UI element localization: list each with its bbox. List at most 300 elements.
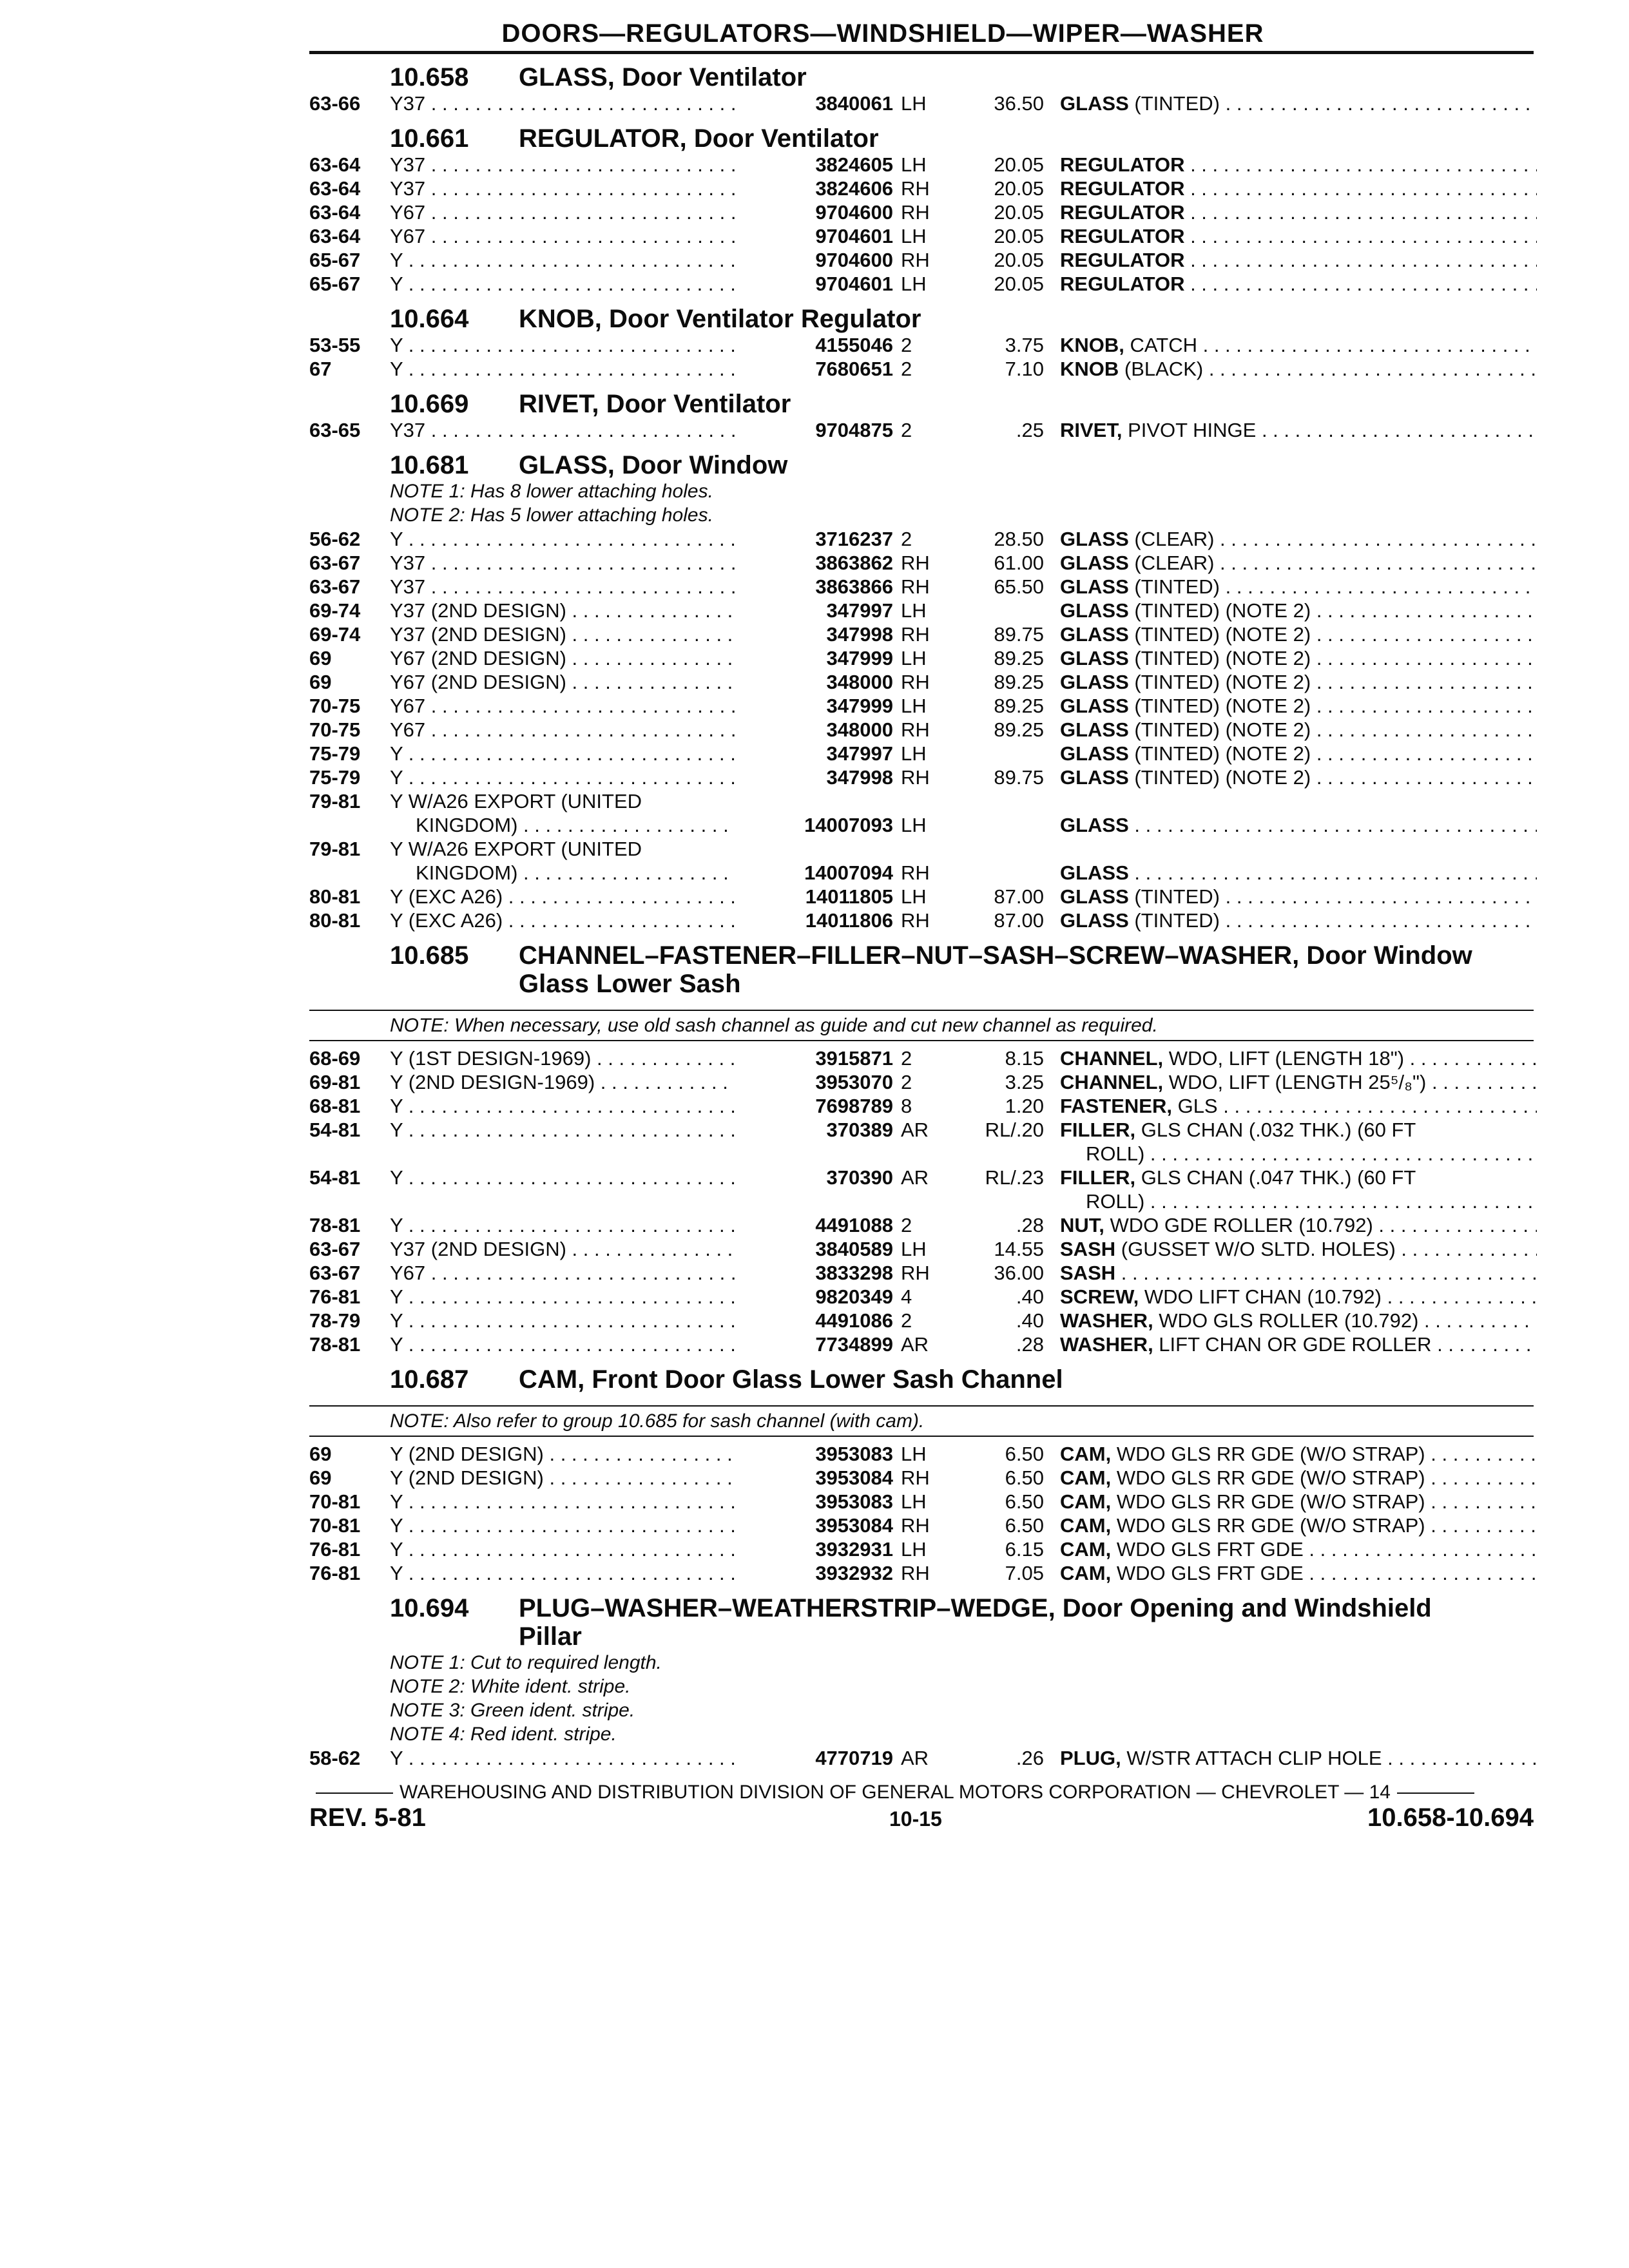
description-keyword: SCREW,	[1060, 1285, 1139, 1308]
model-code	[390, 837, 751, 885]
description-keyword: GLASS	[1060, 671, 1129, 693]
description-keyword: FASTENER,	[1060, 1095, 1172, 1117]
description-keyword: REGULATOR	[1060, 177, 1185, 200]
part-number: 4770719	[735, 1746, 893, 1770]
quantity: RH	[901, 909, 930, 932]
price: 14.55	[994, 1238, 1044, 1260]
part-row	[309, 1094, 1534, 1118]
description	[1060, 1514, 1537, 1537]
part-row	[309, 551, 1534, 575]
description	[1060, 153, 1537, 177]
description-text: (TINTED) . . .	[1129, 885, 1537, 908]
description	[1060, 742, 1537, 765]
section-title	[309, 451, 1534, 479]
description-text-continued: ROLL) . . .	[1060, 1142, 1537, 1166]
year-range: 58-62	[309, 1747, 361, 1769]
description-keyword: CAM,	[1060, 1466, 1112, 1489]
model-code	[390, 333, 751, 357]
description-text: (TINTED) (NOTE 2) . . .	[1129, 742, 1537, 765]
quantity: LH	[901, 885, 927, 908]
year-range: 63-64	[309, 153, 361, 176]
year-range: 70-75	[309, 718, 361, 741]
footer-division-line	[309, 1782, 1534, 1803]
description	[1060, 622, 1537, 646]
model-code	[390, 527, 751, 551]
description-text: WDO GLS RR GDE (W/O STRAP) . . .	[1111, 1490, 1537, 1513]
model-code	[390, 885, 751, 908]
price: RL/.20	[985, 1119, 1044, 1141]
quantity: 2	[901, 528, 912, 550]
section-note: NOTE 1: Cut to required length.	[390, 1652, 662, 1673]
page-header-title: DOORS—REGULATORS—WINDSHIELD—WIPER—WASHER	[501, 19, 1264, 48]
model-code	[390, 1561, 751, 1585]
description-keyword: WASHER,	[1060, 1309, 1153, 1332]
description-keyword: SASH	[1060, 1238, 1116, 1260]
model-code	[390, 418, 751, 442]
quantity: 2	[901, 1047, 912, 1070]
section-note: NOTE 2: Has 5 lower attaching holes.	[390, 505, 713, 526]
year-range: 70-81	[309, 1514, 361, 1537]
model-text: Y67 . . .	[390, 1262, 751, 1284]
model-text: Y . . .	[390, 358, 751, 380]
part-number: 3716237	[735, 527, 893, 551]
description-text: (BLACK) . . .	[1119, 358, 1537, 380]
model-code	[390, 224, 751, 248]
part-row	[309, 1514, 1534, 1537]
description	[1060, 1118, 1537, 1166]
year-range: 68-81	[309, 1095, 361, 1117]
quantity: RH	[901, 249, 930, 271]
part-row	[309, 1490, 1534, 1514]
part-number: 3863866	[735, 575, 893, 599]
year-range: 63-64	[309, 201, 361, 224]
model-text: Y67 (2ND DESIGN) . . .	[390, 671, 751, 693]
description	[1060, 1490, 1537, 1514]
description	[1060, 177, 1537, 200]
quantity: RH	[901, 671, 930, 693]
description-keyword: FILLER,	[1060, 1119, 1136, 1141]
part-number: 7734899	[735, 1332, 893, 1356]
description-keyword: REGULATOR	[1060, 249, 1185, 271]
part-number: 3863862	[735, 551, 893, 575]
model-code	[390, 1332, 751, 1356]
model-code	[390, 1046, 751, 1070]
part-number: 3953083	[735, 1490, 893, 1514]
description	[1060, 1166, 1537, 1213]
quantity: AR	[901, 1119, 929, 1141]
quantity: LH	[901, 599, 927, 622]
model-code	[390, 694, 751, 718]
part-row	[309, 1118, 1534, 1166]
description-keyword: CAM,	[1060, 1443, 1112, 1465]
section-title	[309, 124, 1534, 153]
description	[1060, 885, 1537, 908]
price: .28	[1016, 1214, 1044, 1236]
quantity: LH	[901, 695, 927, 717]
part-row	[309, 153, 1534, 177]
description-text: (CLEAR) . . .	[1129, 528, 1537, 550]
model-text: Y . . .	[390, 273, 751, 295]
price: 6.50	[1005, 1466, 1044, 1489]
description-text: WDO GLS FRT GDE . . .	[1111, 1562, 1537, 1584]
section-name: CHANNEL–FASTENER–FILLER–NUT–SASH–SCREW–WASHER, Door Window Glass Lower Sash	[519, 941, 1472, 998]
section-name: KNOB, Door Ventilator Regulator	[519, 305, 921, 333]
quantity: LH	[901, 1490, 927, 1513]
year-range: 79-81	[309, 790, 361, 812]
part-row	[309, 908, 1534, 932]
part-number: 348000	[735, 718, 893, 742]
quantity: LH	[901, 225, 927, 247]
model-code	[390, 272, 751, 296]
part-number: 9704601	[735, 224, 893, 248]
quantity: 2	[901, 1071, 912, 1093]
price: 3.25	[1005, 1071, 1044, 1093]
part-number: 370389	[735, 1118, 893, 1142]
model-text: Y . . .	[390, 249, 751, 271]
description	[1060, 1094, 1537, 1118]
model-code	[390, 1309, 751, 1332]
section-name: GLASS, Door Ventilator	[519, 63, 807, 91]
part-row	[309, 1561, 1534, 1585]
description-text: WDO GLS RR GDE (W/O STRAP) . . .	[1111, 1443, 1537, 1465]
description-text: (TINTED) . . .	[1129, 909, 1537, 932]
section-note: NOTE 3: Green ident. stripe.	[390, 1700, 635, 1721]
part-number: 3824606	[735, 177, 893, 200]
model-code	[390, 1285, 751, 1309]
description	[1060, 1213, 1537, 1237]
quantity: 2	[901, 358, 912, 380]
page-number: 10-15	[889, 1807, 942, 1831]
description-keyword: GLASS	[1060, 623, 1129, 646]
description-text: (TINTED) . . .	[1129, 92, 1537, 115]
description-keyword: GLASS	[1060, 814, 1129, 836]
model-code	[390, 646, 751, 670]
section-title	[309, 390, 1534, 418]
description	[1060, 418, 1537, 442]
part-row	[309, 837, 1534, 885]
description-text: GLS CHAN (.047 THK.) (60 FT	[1135, 1166, 1416, 1189]
model-text: Y . . .	[390, 1166, 751, 1189]
model-text: Y37 . . .	[390, 419, 751, 441]
description-text: GLS . . .	[1172, 1095, 1537, 1117]
year-range: 78-79	[309, 1309, 361, 1332]
part-number: 9704601	[735, 272, 893, 296]
description-text: WDO GLS RR GDE (W/O STRAP) . . .	[1111, 1514, 1537, 1537]
footer-division-text: WAREHOUSING AND DISTRIBUTION DIVISION OF GENERAL MOTORS CORPORATION — CHEVROLET — 14	[400, 1782, 1391, 1803]
price: 6.50	[1005, 1443, 1044, 1465]
section-title	[309, 305, 1534, 333]
year-range: 68-69	[309, 1047, 361, 1070]
section-number: 10.694	[390, 1594, 469, 1622]
model-text: Y . . .	[390, 1538, 751, 1561]
part-row	[309, 1237, 1534, 1261]
description	[1060, 1746, 1537, 1770]
part-row	[309, 357, 1534, 381]
section-number: 10.661	[390, 124, 469, 153]
part-row	[309, 599, 1534, 622]
model-code	[390, 1490, 751, 1514]
part-row	[309, 670, 1534, 694]
description-text	[1184, 177, 1537, 200]
model-text: Y37 . . .	[390, 153, 751, 176]
description-keyword: CAM,	[1060, 1562, 1112, 1584]
year-range: 80-81	[309, 909, 361, 932]
description-text: WDO GLS FRT GDE . . .	[1111, 1538, 1537, 1561]
quantity: RH	[901, 623, 930, 646]
part-row	[309, 694, 1534, 718]
part-number: 347997	[735, 599, 893, 622]
model-code	[390, 908, 751, 932]
section-name: REGULATOR, Door Ventilator	[519, 124, 879, 153]
description-text: (CLEAR) . . .	[1129, 552, 1537, 574]
quantity: 8	[901, 1095, 912, 1117]
quantity: RH	[901, 1514, 930, 1537]
year-range: 69	[309, 671, 332, 693]
part-number: 370390	[735, 1166, 893, 1189]
year-range: 69	[309, 1466, 332, 1489]
description-keyword: REGULATOR	[1060, 153, 1185, 176]
part-number: 3840061	[735, 91, 893, 115]
model-text: Y . . .	[390, 334, 751, 356]
description-text: (TINTED) (NOTE 2) . . .	[1129, 766, 1537, 789]
part-row	[309, 1046, 1534, 1070]
part-number: 9704600	[735, 200, 893, 224]
part-row	[309, 1261, 1534, 1285]
price: 65.50	[994, 575, 1044, 598]
description-keyword: GLASS	[1060, 647, 1129, 669]
part-number: 7680651	[735, 357, 893, 381]
quantity: RH	[901, 1466, 930, 1489]
model-code	[390, 153, 751, 177]
description-keyword: SASH	[1060, 1262, 1116, 1284]
model-text-continued: KINGDOM) . . .	[390, 861, 751, 885]
description	[1060, 248, 1537, 272]
description-text	[1184, 249, 1537, 271]
part-row	[309, 1537, 1534, 1561]
description-keyword: GLASS	[1060, 695, 1129, 717]
quantity: LH	[901, 647, 927, 669]
description-keyword: GLASS	[1060, 552, 1129, 574]
model-text: Y . . .	[390, 1514, 751, 1537]
section-name: CAM, Front Door Glass Lower Sash Channel	[519, 1365, 1063, 1394]
description-keyword: RIVET,	[1060, 419, 1123, 441]
model-code	[390, 622, 751, 646]
description-text: (GUSSET W/O SLTD. HOLES) . . .	[1115, 1238, 1537, 1260]
description	[1060, 1537, 1537, 1561]
quantity: LH	[901, 742, 927, 765]
description-text: (TINTED) (NOTE 2) . . .	[1129, 647, 1537, 669]
quantity: LH	[901, 1238, 927, 1260]
model-text: Y37 (2ND DESIGN) . . .	[390, 1238, 751, 1260]
description	[1060, 670, 1537, 694]
year-range: 63-67	[309, 1262, 361, 1284]
description-text	[1184, 225, 1537, 247]
part-row	[309, 527, 1534, 551]
description-keyword: CAM,	[1060, 1538, 1112, 1561]
description-text	[1129, 814, 1537, 836]
quantity: 2	[901, 419, 912, 441]
quantity: RH	[901, 766, 930, 789]
description-keyword: CAM,	[1060, 1490, 1112, 1513]
description-text: (TINTED) (NOTE 2) . . .	[1129, 718, 1537, 741]
year-range: 69	[309, 1443, 332, 1465]
description-keyword: GLASS	[1060, 861, 1129, 884]
model-text: Y67 (2ND DESIGN) . . .	[390, 647, 751, 669]
section-title	[309, 1594, 1534, 1651]
description-keyword: CHANNEL,	[1060, 1071, 1164, 1093]
quantity: LH	[901, 1443, 927, 1465]
part-row	[309, 789, 1534, 837]
description	[1060, 599, 1537, 622]
note-rule-bottom	[309, 1436, 1534, 1437]
year-range: 63-64	[309, 177, 361, 200]
section-title	[309, 63, 1534, 91]
part-row	[309, 1285, 1534, 1309]
part-number: 3953084	[735, 1466, 893, 1490]
model-text: Y (2ND DESIGN) . . .	[390, 1443, 751, 1465]
description-text: (TINTED) . . .	[1129, 575, 1537, 598]
part-row	[309, 1746, 1534, 1770]
price: 89.75	[994, 623, 1044, 646]
price: 20.05	[994, 153, 1044, 176]
year-range: 54-81	[309, 1166, 361, 1189]
quantity: 2	[901, 1214, 912, 1236]
description-keyword: REGULATOR	[1060, 273, 1185, 295]
price: 1.20	[1005, 1095, 1044, 1117]
model-text: Y (EXC A26) . . .	[390, 909, 751, 932]
description-keyword: REGULATOR	[1060, 201, 1185, 224]
price: 89.25	[994, 647, 1044, 669]
price: 87.00	[994, 885, 1044, 908]
description	[1060, 1261, 1537, 1285]
price: 6.50	[1005, 1514, 1044, 1537]
header-rule	[309, 51, 1534, 54]
part-number: 347999	[735, 694, 893, 718]
price: .26	[1016, 1747, 1044, 1769]
part-row	[309, 272, 1534, 296]
model-text: Y67 . . .	[390, 201, 751, 224]
description-text: WDO LIFT CHAN (10.792) . . .	[1139, 1285, 1537, 1308]
model-text: Y . . .	[390, 1562, 751, 1584]
part-row	[309, 1332, 1534, 1356]
model-text: Y . . .	[390, 1285, 751, 1308]
model-text: Y . . .	[390, 1333, 751, 1356]
part-number: 3953070	[735, 1070, 893, 1094]
part-row	[309, 418, 1534, 442]
description-keyword: REGULATOR	[1060, 225, 1185, 247]
part-row	[309, 224, 1534, 248]
quantity: LH	[901, 1538, 927, 1561]
model-text: Y . . .	[390, 742, 751, 765]
year-range: 54-81	[309, 1119, 361, 1141]
quantity: 2	[901, 1309, 912, 1332]
model-text: Y67 . . .	[390, 695, 751, 717]
year-range: 80-81	[309, 885, 361, 908]
year-range: 63-67	[309, 552, 361, 574]
part-number: 4155046	[735, 333, 893, 357]
description	[1060, 1332, 1537, 1356]
year-range: 63-67	[309, 575, 361, 598]
model-code	[390, 575, 751, 599]
year-range: 76-81	[309, 1562, 361, 1584]
description-keyword: CAM,	[1060, 1514, 1112, 1537]
model-code	[390, 1514, 751, 1537]
model-code	[390, 1466, 751, 1490]
model-code	[390, 1118, 751, 1142]
model-code	[390, 551, 751, 575]
price: 61.00	[994, 552, 1044, 574]
quantity: RH	[901, 177, 930, 200]
description	[1060, 1285, 1537, 1309]
model-text: Y . . .	[390, 1747, 751, 1769]
quantity: LH	[901, 92, 927, 115]
description-text: (TINTED) (NOTE 2) . . .	[1129, 671, 1537, 693]
year-range: 53-55	[309, 334, 361, 356]
model-text: Y (2ND DESIGN-1969) . . .	[390, 1071, 751, 1093]
description	[1060, 575, 1537, 599]
description-text-continued: ROLL) . . .	[1060, 1189, 1537, 1213]
year-range: 69-74	[309, 623, 361, 646]
section-number: 10.664	[390, 305, 469, 333]
part-number: 3833298	[735, 1261, 893, 1285]
footer-dash-right	[1397, 1792, 1474, 1794]
description-keyword: PLUG,	[1060, 1747, 1121, 1769]
description	[1060, 908, 1537, 932]
section-title	[309, 1365, 1534, 1394]
catalog-page	[309, 19, 1534, 1836]
description-keyword: GLASS	[1060, 92, 1129, 115]
description-keyword: GLASS	[1060, 909, 1129, 932]
section-number: 10.687	[390, 1365, 469, 1394]
model-code	[390, 742, 751, 765]
model-text: Y37 (2ND DESIGN) . . .	[390, 599, 751, 622]
year-range: 65-67	[309, 249, 361, 271]
model-text: Y (EXC A26) . . .	[390, 885, 751, 908]
description-text: (TINTED) (NOTE 2) . . .	[1129, 599, 1537, 622]
part-row	[309, 622, 1534, 646]
part-number: 3824605	[735, 153, 893, 177]
model-code	[390, 177, 751, 200]
quantity: RH	[901, 552, 930, 574]
description	[1060, 813, 1537, 837]
model-code	[390, 670, 751, 694]
model-text: Y37 . . .	[390, 92, 751, 115]
price: 7.05	[1005, 1562, 1044, 1584]
description	[1060, 646, 1537, 670]
price: .25	[1016, 419, 1044, 441]
section-name: GLASS, Door Window	[519, 451, 788, 479]
description	[1060, 1466, 1537, 1490]
year-range: 63-64	[309, 225, 361, 247]
description-text: CATCH . . .	[1124, 334, 1537, 356]
part-row	[309, 177, 1534, 200]
year-range: 75-79	[309, 766, 361, 789]
part-number: 7698789	[735, 1094, 893, 1118]
group-range: 10.658-10.694	[1367, 1803, 1534, 1832]
price: 8.15	[1005, 1047, 1044, 1070]
part-row	[309, 1213, 1534, 1237]
part-row	[309, 575, 1534, 599]
quantity: 4	[901, 1285, 912, 1308]
year-range: 56-62	[309, 528, 361, 550]
year-range: 78-81	[309, 1333, 361, 1356]
quantity: AR	[901, 1333, 929, 1356]
price: .40	[1016, 1285, 1044, 1308]
description-keyword: GLASS	[1060, 742, 1129, 765]
model-text: Y . . .	[390, 1214, 751, 1236]
price: .40	[1016, 1309, 1044, 1332]
part-number: 3932931	[735, 1537, 893, 1561]
